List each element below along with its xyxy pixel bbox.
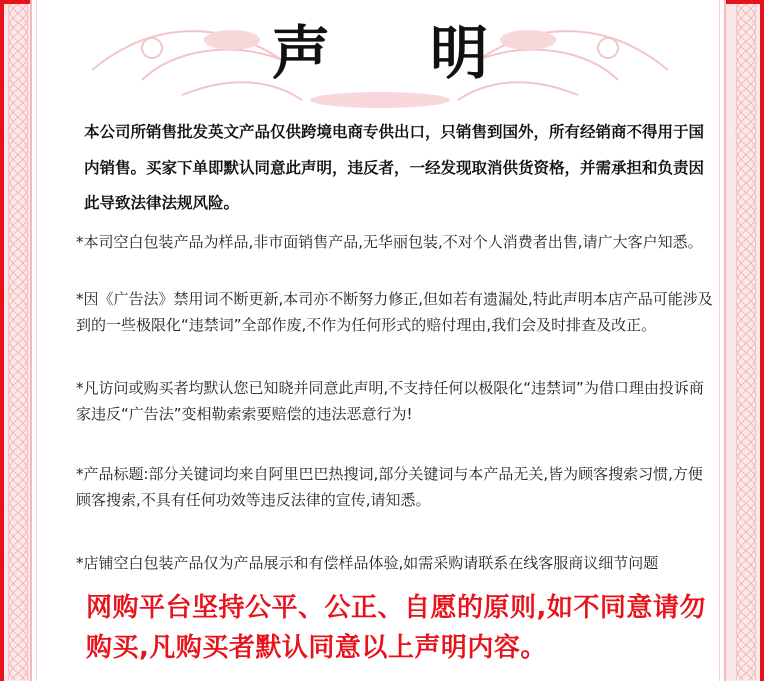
note-product-title: *产品标题:部分关键词均来自阿里巴巴热搜词,部分关键词与本产品无关,皆为顾客搜索习惯,方便顾客搜索,不具有任何功效等违反法律的宣传,请知悉。 (76, 465, 703, 509)
note-buyer-consent: *凡访问或购买者均默认您已知晓并同意此声明,不支持任何以极限化“违禁词”为借口理由投诉商家违反“广告法”变相勒索索要赔偿的违法恶意行为! (76, 379, 704, 423)
purchase-warning: 网购平台坚持公平、公正、自愿的原则,如不同意请勿购买,凡购买者默认同意以上声明内容。 (86, 593, 706, 663)
note-sample-packaging: *本司空白包装产品为样品,非市面销售产品,无华丽包装,不对个人消费者出售,请广大客户知悉。 (76, 233, 703, 251)
note-advertising-law: *因《广告法》禁用词不断更新,本司亦不断努力修正,但如若有遗漏处,特此声明本店产品可能涉及到的一些极限化“违禁词”全部作废,不作为任何形式的赔付理由,我们会及时排查及改正。 (76, 290, 713, 334)
page-title: 声 明 (271, 19, 529, 87)
note-sample-display: *店铺空白包装产品仅为产品展示和有偿样品体验,如需采购请联系在线客服商议细节问题 (76, 554, 659, 572)
statement-panel (30, 0, 726, 681)
intro-statement: 本公司所销售批发英文产品仅供跨境电商专供出口，只销售到国外，所有经销商不得用于国内销售。买家下单即默认同意此声明，违反者，一经发现取消供货资格，并需承担和负责因此导致法律法规风险。 (84, 123, 705, 212)
